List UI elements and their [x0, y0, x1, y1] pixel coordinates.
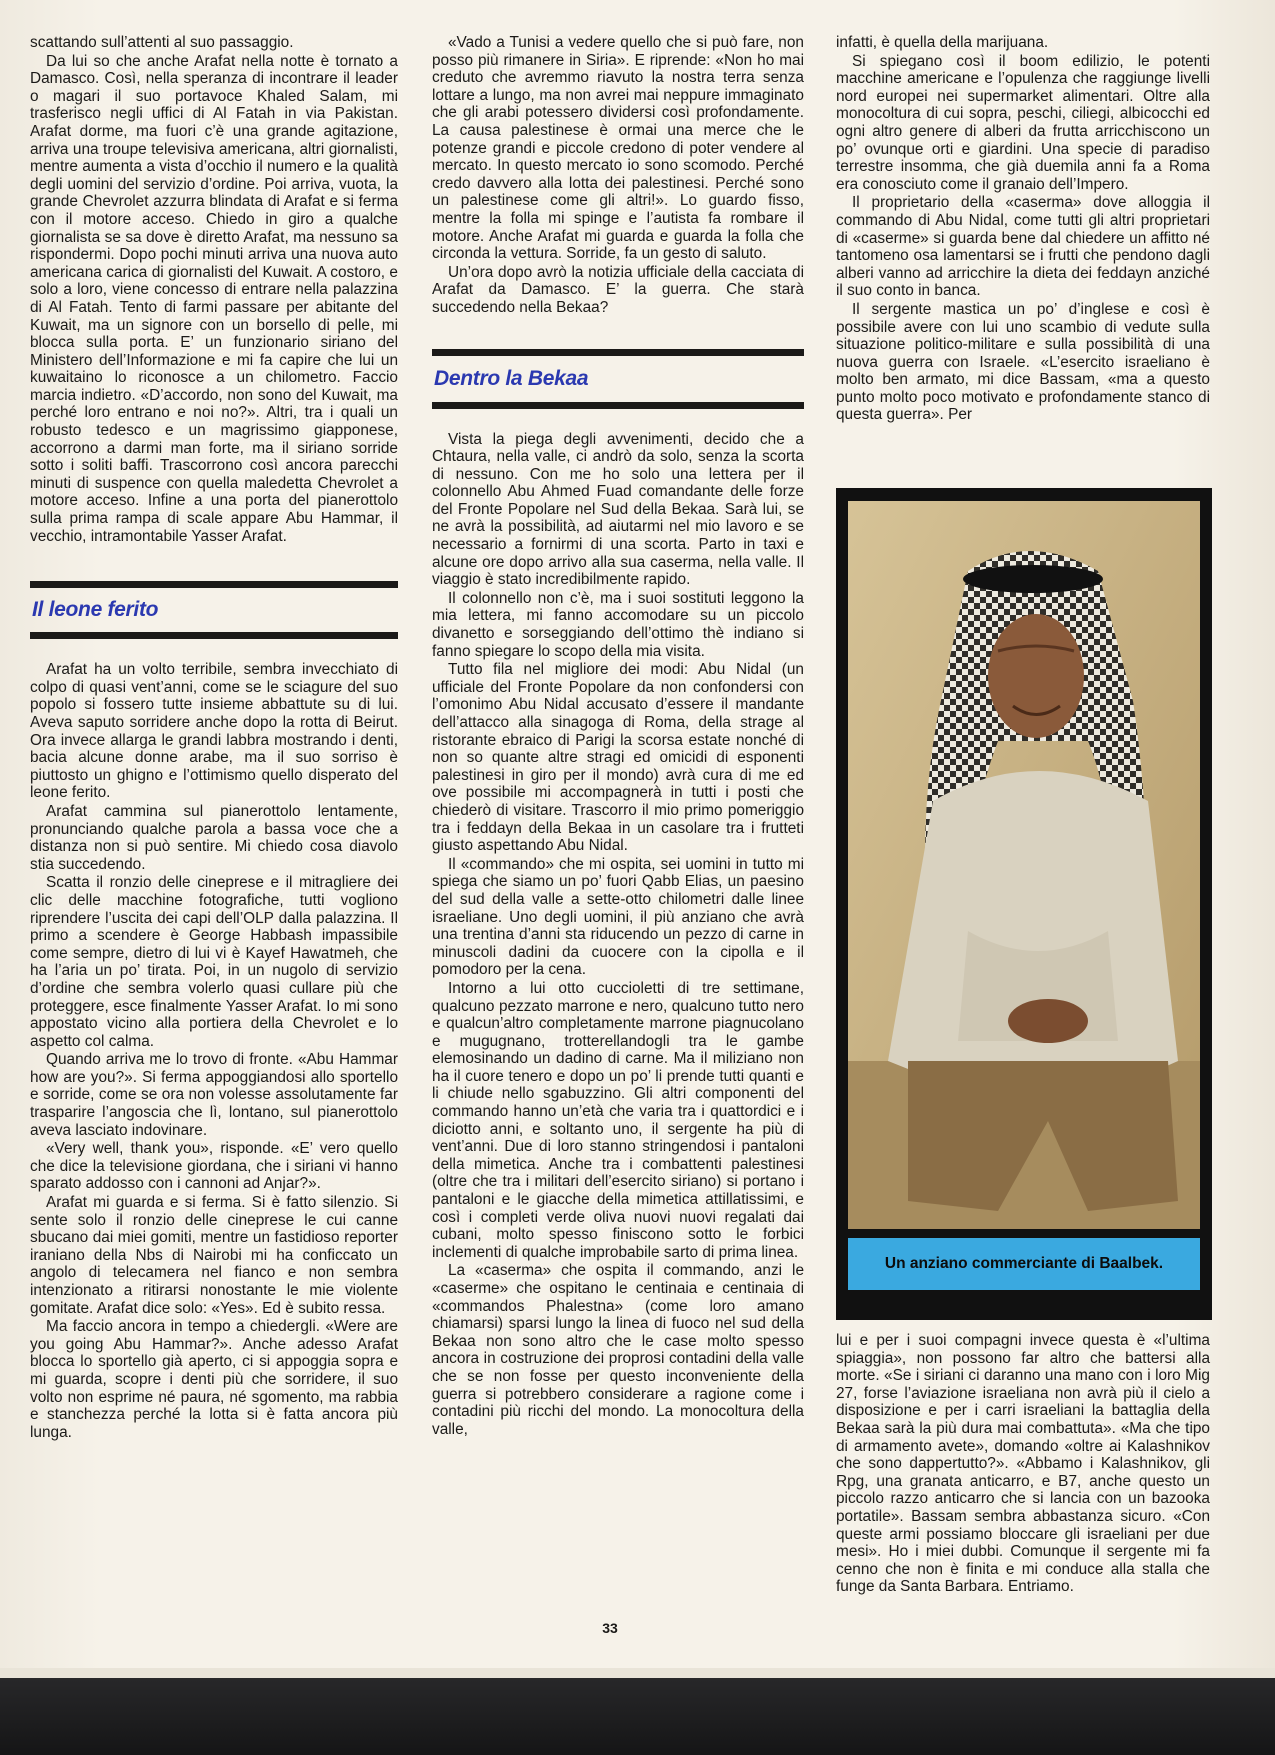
paragraph: Il sergente mastica un po’ d’inglese e così è possibile avere con lui uno scambio di vedute sulla situazione politico-militare e sulla possibilità di una nuova guerra con Israele. «L’esercito israeliano è molto ben armato, mi dice Bassam, «ma a questo punto molto poco motivato e profondamente stanco di questa guerra». Per — [836, 300, 1210, 424]
paragraph: Da lui so che anche Arafat nella notte è tornato a Damasco. Così, nella speranza di incontrare il leader o magari il suo portavoce Khaled Salam, mi trasferisco negli uffici di Al Fatah in via Pakistan. Arafat dorme, ma fuori c’è una grande agitazione, arriva una troupe televisiva americana, altri giornalisti, mentre aumenta a vista d’occhio il numero e la qualità degli uomini del servizio d’ordine. Poi arriva, vuota, la grande Chevrolet azzurra blindata di Arafat e si ferma con il motore acceso. Chiedo in giro a qualche giornalista se sa dove è diretto Arafat, ma nessuno sa rispondermi. Dopo pochi minuti arriva una nuova auto americana carica di giornalisti del Kuwait. A costoro, e solo a loro, viene concesso di entrare nella palazzina di Al Fatah. Tento di farmi passare per abitante del Kuwait, ma un signore con un borsello di pelle, mi blocca sulla porta. E’ un funzionario siriano del Ministero dell’Informazione e mi fa capire che lui un kuwaitaino lo riconosce a un chilometro. Faccio marcia indietro. «D’accordo, non sono del Kuwait, ma perché loro entrano e noi no?». Altri, tra i quali un robusto tedesco e un magrissimo giapponese, accorrono a darmi man forte, ma il siriano sorride sotto i soliti baffi. Trascorrono così ancora parecchi minuti di suspence con quella maledetta Chevrolet a motore acceso. Infine a una porta del pianerottolo sulla prima rampa di scale appare Abu Hammar, il vecchio, intramontabile Yasser Arafat. — [30, 52, 398, 545]
section-rule-top — [30, 581, 398, 588]
section-rule-bottom — [30, 632, 398, 639]
paragraph: Il colonnello non c’è, ma i suoi sostituti leggono la mia lettera, mi fanno accomodare su un piccolo divanetto e sorseggiando dell’ottimo thè indiano si fanno spiegare lo scopo della mia visita. — [432, 589, 804, 660]
paragraph: Si spiegano così il boom edilizio, le potenti macchine americane e l’opulenza che raggiunge livelli nord europei nei supermarket alimentari. Oltre alla monocoltura di cui sopra, peschi, ciliegi, albicocchi ed ogni altro genere di alberi da frutta arricchiscono un po’ ovunque orti e giardini. Una specie di paradiso terrestre insomma, che già duemila anni fa a Roma era conosciuto come il granaio dell’Impero. — [836, 52, 1210, 193]
photo-box — [836, 488, 1212, 1320]
paragraph: Il proprietario della «caserma» dove alloggia il commando di Abu Nidal, come tutti gli altri proprietari di «caserme» si guarda bene dal chiedere un affitto né tantomeno osa lamentarsi se i frutti che pendono dagli alberi vanno ad arricchire la dieta dei feddayn anziché il suo conto in banca. — [836, 194, 1210, 300]
column-3-top-text — [836, 34, 1210, 424]
paragraph: lui e per i suoi compagni invece questa è «l’ultima spiaggia», non possono far altro che battersi alla morte. «Se i siriani ci daranno una mano con i loro Mig 27, forse l’aviazione israeliana non avrà più il cielo a disposizione e per i carri israeliani la battaglia della Bekaa sarà la più dura mai combattuta». «Ma che tipo di armamento avete», domando «oltre ai Kalashnikov che sono dappertutto?». «Abbamo i Kalashnikov, gli Rpg, una granata anticarro, e B7, anche questo un piccolo razzo anticarro che si lancia con un bazooka portatile». Bassam sembra abbastanza sicuro. «Con queste armi possiamo bloccare gli israeliani per due mesi». Ho i miei dubbi. Comunque il sergente mi fa cenno che non è finita e mi conduce alla stalla che funge da Santa Barbara. Entriamo. — [836, 1332, 1210, 1596]
photo-caption: Un anziano commerciante di Baalbek. — [848, 1238, 1200, 1290]
section-heading-leone — [30, 581, 398, 639]
paragraph: Quando arriva me lo trovo di fronte. «Abu Hammar how are you?». Si ferma appoggiandosi allo sportello e sorride, come se ora non volesse assolutamente far trasparire l’angoscia che lì, lontano, sul pianerottolo aveva lasciato indovinare. — [30, 1051, 398, 1139]
page-edge — [0, 1668, 1275, 1678]
paragraph: «Very well, thank you», risponde. «E’ vero quello che dice la televisione giordana, che i siriani vi hanno sparato addosso con i cannoni ad Anjar?». — [30, 1140, 398, 1193]
column-3-bottom — [836, 1332, 1210, 1596]
paragraph: Un’ora dopo avrò la notizia ufficiale della cacciata di Arafat da Damasco. E’ la guerra. Che starà succedendo nella Bekaa? — [432, 263, 804, 316]
column-2-bottom-text — [432, 431, 804, 1439]
paragraph: La «caserma» che ospita il commando, anzi le «caserme» che ospitano le centinaia e centinaia di «commandos Phalestna» (come loro amano chiamarsi) sparsi lungo la linea di fuoco nel sud della Bekaa non sono altro che le case molto spesso ancora in costruzione dei proprosi contadini della valle che se non fosse per questo inconveniente della guerra si potrebbero considerare a ragione come i contadini più ricchi del mondo. La monocoltura della valle, — [432, 1262, 804, 1438]
paragraph: Tutto fila nel migliore dei modi: Abu Nidal (un ufficiale del Fronte Popolare da non confondersi con l’omonimo Abu Nidal accusato d’essere il mandante dell’attacco alla sinagoga di Roma, della strage al ristorante ebraico di Parigi la scorsa estate nonché di non so quante altre stragi ed omicidi di esponenti palestinesi in giro per il mondo) avrà cura di me ed ove possibile mi accompagnerà in tutti i posti che chiederò di visitare. Trascorro il mio primo pomeriggio tra i feddayn della Bekaa in un casolare tra i frutteti giusto aspettando Abu Nidal. — [432, 661, 804, 855]
paragraph: «Vado a Tunisi a vedere quello che si può fare, non posso più rimanere in Siria». E riprende: «Non ho mai creduto che avremmo riavuto la nostra terra senza lottare a lungo, ma non avrei mai neppure immaginato che gli arabi potessero dividersi così profondamente. La causa palestinese è ormai una merce che le potenze grandi e piccole credono di poter vendere al mercato. In questo mercato io sono scomodo. Perché credo davvero alla lotta dei palestinesi. Perché sono un palestinese come gli altri!». Lo guardo fisso, mentre la folla mi spinge e l’autista fa rombare il motore. Anche Arafat mi guarda e guarda la folla che circonda la vettura. Sorride, fa un gesto di saluto. — [432, 34, 804, 263]
section-title-dentro-la-bekaa: Dentro la Bekaa — [434, 366, 589, 390]
section-rule-bottom — [432, 402, 804, 409]
scan-background-strip — [0, 1668, 1275, 1755]
column-1-bottom-text — [30, 661, 398, 1441]
paragraph: Intorno a lui otto cuccioletti di tre settimane, qualcuno pezzato marrone e nero, qualcuno tutto nero e qualcun’altro completamente marrone piagnucolano e mugugnano, trotterellandogli tra le gambe elemosinando un dadino di carne. Ma il miliziano non ha il cuore tenero e dopo un po’ li prende tutti quanti e li chiude nello sgabuzzino. Gli altri componenti del commando hanno un’età che varia tra i quattordici e i diciotto anni, e soltanto uno, il sergente ha più di vent’anni. Due di loro stanno stringendosi i pantaloni della mimetica. Anche tra i combattenti palestinesi (oltre che tra i militari dell’esercito siriano) si portano i pantaloni e le giacche della mimetica attillatissimi, e così i completi verde oliva nuovi nuovi regalati dai cubani, molto spesso finiscono sotto le forbici inclementi di qualche improbabile sarto di prima linea. — [432, 979, 804, 1261]
paragraph: Arafat mi guarda e si ferma. Si è fatto silenzio. Si sente solo il ronzio delle cineprese le cui canne sbucano dai miei gomiti, mentre un fastidioso reporter iraniano della Nbs di Nairobi mi ha conficcato un angolo di telecamera nel fianco e non sembra intenzionato a ritirarsi nonostante le mie violente gomitate. Arafat dice solo: «Yes». Ed è subito ressa. — [30, 1194, 398, 1317]
column-2 — [432, 34, 804, 1438]
section-heading-bekaa — [432, 349, 804, 409]
paragraph: Ma faccio ancora in tempo a chiedergli. «Were are you going Abu Hammar?». Anche adesso Arafat blocca lo sportello già aperto, ci si appoggia sopra e mi guarda, scopre i denti più che sorridere, il suo volto non esprime né paura, né sgomento, ma rabbia e stanchezza perché la lotta si è fatta ancora più lunga. — [30, 1318, 398, 1441]
section-title-leone-ferito: Il leone ferito — [32, 598, 159, 622]
section-rule-top — [432, 349, 804, 356]
paragraph: infatti, è quella della marijuana. — [836, 34, 1049, 51]
paragraph: scattando sull’attenti al suo passaggio. — [30, 34, 294, 51]
column-1 — [30, 34, 398, 1441]
photo-elderly-merchant — [848, 501, 1200, 1229]
column-3 — [836, 34, 1210, 424]
paragraph: Scatta il ronzio delle cineprese e il mitragliere dei clic delle macchine fotografiche, tutti vogliono riprendere l’uscita dei capi dell’OLP dalla palazzina. Il primo a scendere è George Habbash impassibile come sempre, dietro di lui vi è Kayef Hawatmeh, che ha l’aria un po’ tirata. Poi, in un nugolo di servizio d’ordine che sembra volerlo quasi cullare più che proteggere, esce finalmente Yasser Arafat. Io mi sono appostato vicino alla portiera della Chevrolet e lo aspetto col calma. — [30, 874, 398, 1050]
column-3-bottom-text — [836, 1332, 1210, 1596]
paragraph: Vista la piega degli avvenimenti, decido che a Chtaura, nella valle, ci andrò da solo, senza la scorta di nessuno. Con me ho solo una lettera per il colonnello Abu Ahmed Fuad comandante delle forze del Fronte Popolare nel Sud della Bekaa. Sarà lui, se ne avrà la possibilità, ad aiutarmi nel mio lavoro e se necessario a fornirmi di una scorta. Parto in taxi e alcune ore dopo arrivo alla sua caserma, nella valle. Il viaggio è stato incredibilmente rapido. — [432, 430, 804, 589]
page-number: 33 — [602, 1620, 618, 1636]
paragraph: Arafat cammina sul pianerottolo lentamente, pronunciando qualche parola a bassa voce che a distanza non si può sentire. Mi chiedo cosa diavolo stia succedendo. — [30, 802, 398, 873]
photo-illustration — [848, 501, 1200, 1229]
column-2-top-text — [432, 34, 804, 317]
column-1-top-text — [30, 34, 398, 545]
paragraph: Il «commando» che mi ospita, sei uomini in tutto mi spiega che siamo un po’ fuori Qabb Elias, un paesino del sud della valle a sette-otto chilometri dalle linee israeliane. Uno degli uomini, il più anziano che avrà una trentina d’anni sta riducendo un pezzo di carne in minuscoli dadini da cuocere con la cipolla e il pomodoro per la cena. — [432, 855, 804, 979]
paragraph: Arafat ha un volto terribile, sembra invecchiato di colpo di quasi vent’anni, come se le sciagure del suo popolo si fossero tutte insieme abbattute su di lui. Aveva saputo sorridere anche dopo la rotta di Beirut. Ora invece allarga le grandi labbra mostrando i denti, bacia alcune donne arabe, ma il suo sorriso è piuttosto un ghigno e l’ottimismo quello disperato del leone ferito. — [30, 661, 398, 802]
